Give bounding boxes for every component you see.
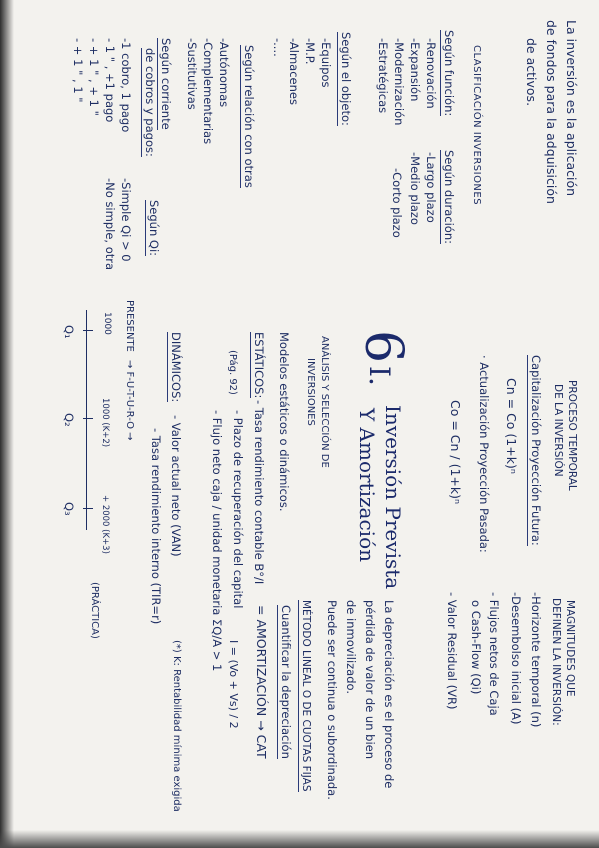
tema-number: 6 bbox=[353, 330, 413, 364]
estatico-pagina: (Pág. 92) bbox=[227, 350, 238, 395]
timeline-q1: Q₁ bbox=[62, 325, 76, 339]
funcion-heading: Según función: bbox=[442, 30, 456, 117]
estaticos-heading: ESTÁTICOS: bbox=[252, 332, 266, 399]
clasificacion-title: CLASIFICACIÓN INVERSIONES bbox=[471, 45, 482, 206]
timeline-q3: Q₃ bbox=[62, 502, 76, 516]
timeline-tick bbox=[83, 418, 93, 419]
intro-line-3: de activos. bbox=[524, 38, 539, 107]
relacion-item: -Autónomas bbox=[217, 38, 231, 108]
corriente-item: - + 1 " , 1 " bbox=[71, 38, 85, 103]
timeline-note-2: + 2000 (K+3) bbox=[100, 495, 110, 554]
magnitudes-item: o Cash-Flow (Qi) bbox=[469, 600, 483, 695]
magnitudes-item: -Horizonte temporal (n) bbox=[529, 592, 543, 728]
analisis-nota: (*) K: Rentabilidad mínima exigida bbox=[171, 640, 182, 812]
analisis-title-1: ANÁLISIS Y SELECCIÓN DE bbox=[319, 336, 330, 468]
estatico-item: - Plazo de recuperación del capital bbox=[231, 410, 245, 609]
qi-item: -Simple Qi > 0 bbox=[119, 178, 133, 262]
estatico-item: - Tasa rendimiento contable B°/I bbox=[252, 400, 266, 585]
objeto-item: -.... bbox=[271, 38, 285, 57]
timeline-tick bbox=[83, 508, 93, 509]
magnitudes-title-1: MAGNITUDES QUE bbox=[564, 600, 576, 697]
funcion-item: -Estratégicas bbox=[376, 38, 390, 114]
magnitudes-title-2: DEFINEN LA INVERSIÓN: bbox=[550, 598, 562, 726]
amortizacion-cat: = AMORTIZACIÓN → CAT bbox=[254, 605, 269, 759]
corriente-item: - 1 " , +1 pago bbox=[103, 38, 117, 123]
analisis-modelos: Modelos estáticos o dinámicos. bbox=[277, 332, 291, 512]
proceso-title-2: DE LA INVERSIÓN bbox=[552, 384, 564, 477]
timeline-axis bbox=[86, 310, 87, 530]
objeto-item: -Equipos bbox=[319, 38, 333, 88]
relacion-item: -Sustitutivas bbox=[185, 38, 199, 110]
depreciacion-line: de inmovilizado. bbox=[344, 600, 358, 695]
timeline-presente: PRESENTE bbox=[124, 300, 135, 352]
relacion-heading: Según relación con otras bbox=[242, 45, 256, 188]
page-bottom-shadow bbox=[0, 830, 599, 848]
timeline-tick bbox=[83, 330, 93, 331]
amortizacion-formula: I = (Vo + Vs) / 2 bbox=[227, 640, 240, 729]
capitalizacion-label: Capitalización Proyección Futura: bbox=[529, 355, 543, 546]
actualizacion-label: · Actualización Proyección Pasada: bbox=[477, 355, 491, 553]
magnitudes-item: - Valor Residual (VR) bbox=[445, 592, 459, 710]
dinamico-item: - Valor actual neto (VAN) bbox=[169, 415, 183, 557]
timeline-flow: → F-U-T-U-R-O → bbox=[124, 360, 135, 441]
corriente-item: -1 cobro, 1 pago bbox=[119, 38, 133, 133]
analisis-title-2: INVERSIONES bbox=[305, 358, 316, 426]
qi-item: -No simple, otra bbox=[103, 178, 117, 271]
timeline-note-1: 1000 (K+2) bbox=[100, 398, 110, 448]
cuantificar: Cuantificar la depreciación bbox=[279, 605, 293, 759]
timeline-start: 1000 bbox=[102, 312, 112, 335]
objeto-item: -M.P. bbox=[303, 38, 317, 65]
dinamico-item: - Tasa rendimiento interno (TIR=r) bbox=[149, 428, 163, 625]
tema-line-1: Inversión Prevista bbox=[381, 405, 405, 590]
objeto-item: -Almacenes bbox=[287, 38, 301, 105]
magnitudes-item: - Flujos netos de Caja bbox=[487, 592, 501, 716]
intro-line-2: de fondos para la adquisición bbox=[544, 20, 559, 204]
magnitudes-item: -Desembolso inicial (A) bbox=[509, 592, 523, 725]
page-edge-shadow bbox=[0, 0, 14, 848]
funcion-item: -Expansión bbox=[408, 38, 422, 102]
proceso-title-1: PROCESO TEMPORAL bbox=[566, 380, 578, 491]
metodo-lineal: MÉTODO LINEAL O DE CUOTAS FIJAS bbox=[300, 600, 312, 792]
estatico-item: - Flujo neto caja / unidad monetaria ΣQ/A > 1 bbox=[210, 410, 224, 672]
relacion-item: -Complementarias bbox=[201, 38, 215, 145]
funcion-item: -Renovación bbox=[424, 38, 438, 109]
timeline-practica: (PRÁCTICA) bbox=[89, 582, 100, 639]
qi-heading: Según Qi: bbox=[147, 200, 161, 257]
capitalizacion-formula: Cn = Co (1+k)ⁿ bbox=[504, 378, 519, 474]
depreciacion-line: pérdida de valor de un bien bbox=[363, 600, 377, 760]
depreciacion-line: Puede ser continua o subordinada. bbox=[325, 600, 339, 800]
actualizacion-formula: Co = Cn / (1+k)ⁿ bbox=[448, 400, 463, 505]
funcion-item: -Modernización bbox=[392, 38, 406, 126]
intro-line-1: La inversión es la aplicación bbox=[564, 20, 579, 197]
corriente-item: - + 1 " , + 1 " bbox=[87, 38, 101, 116]
corriente-heading-2: de cobros y pagos: bbox=[143, 48, 157, 157]
tema-line-2: Y Amortización bbox=[355, 408, 379, 562]
depreciacion-line: La depreciación es el proceso de bbox=[382, 600, 396, 789]
duracion-item: -Largo plazo bbox=[424, 152, 438, 223]
tema-roman: I. bbox=[363, 366, 396, 386]
duracion-item: -Medio plazo bbox=[408, 152, 422, 225]
duracion-heading: Según duración: bbox=[442, 150, 456, 244]
duracion-item: -Corto plazo bbox=[390, 168, 404, 238]
corriente-heading: Según corriente bbox=[159, 38, 173, 130]
timeline-q2: Q₂ bbox=[62, 413, 76, 427]
objeto-heading: Según el objeto: bbox=[339, 32, 353, 126]
dinamicos-heading: DINÁMICOS: bbox=[169, 332, 183, 403]
